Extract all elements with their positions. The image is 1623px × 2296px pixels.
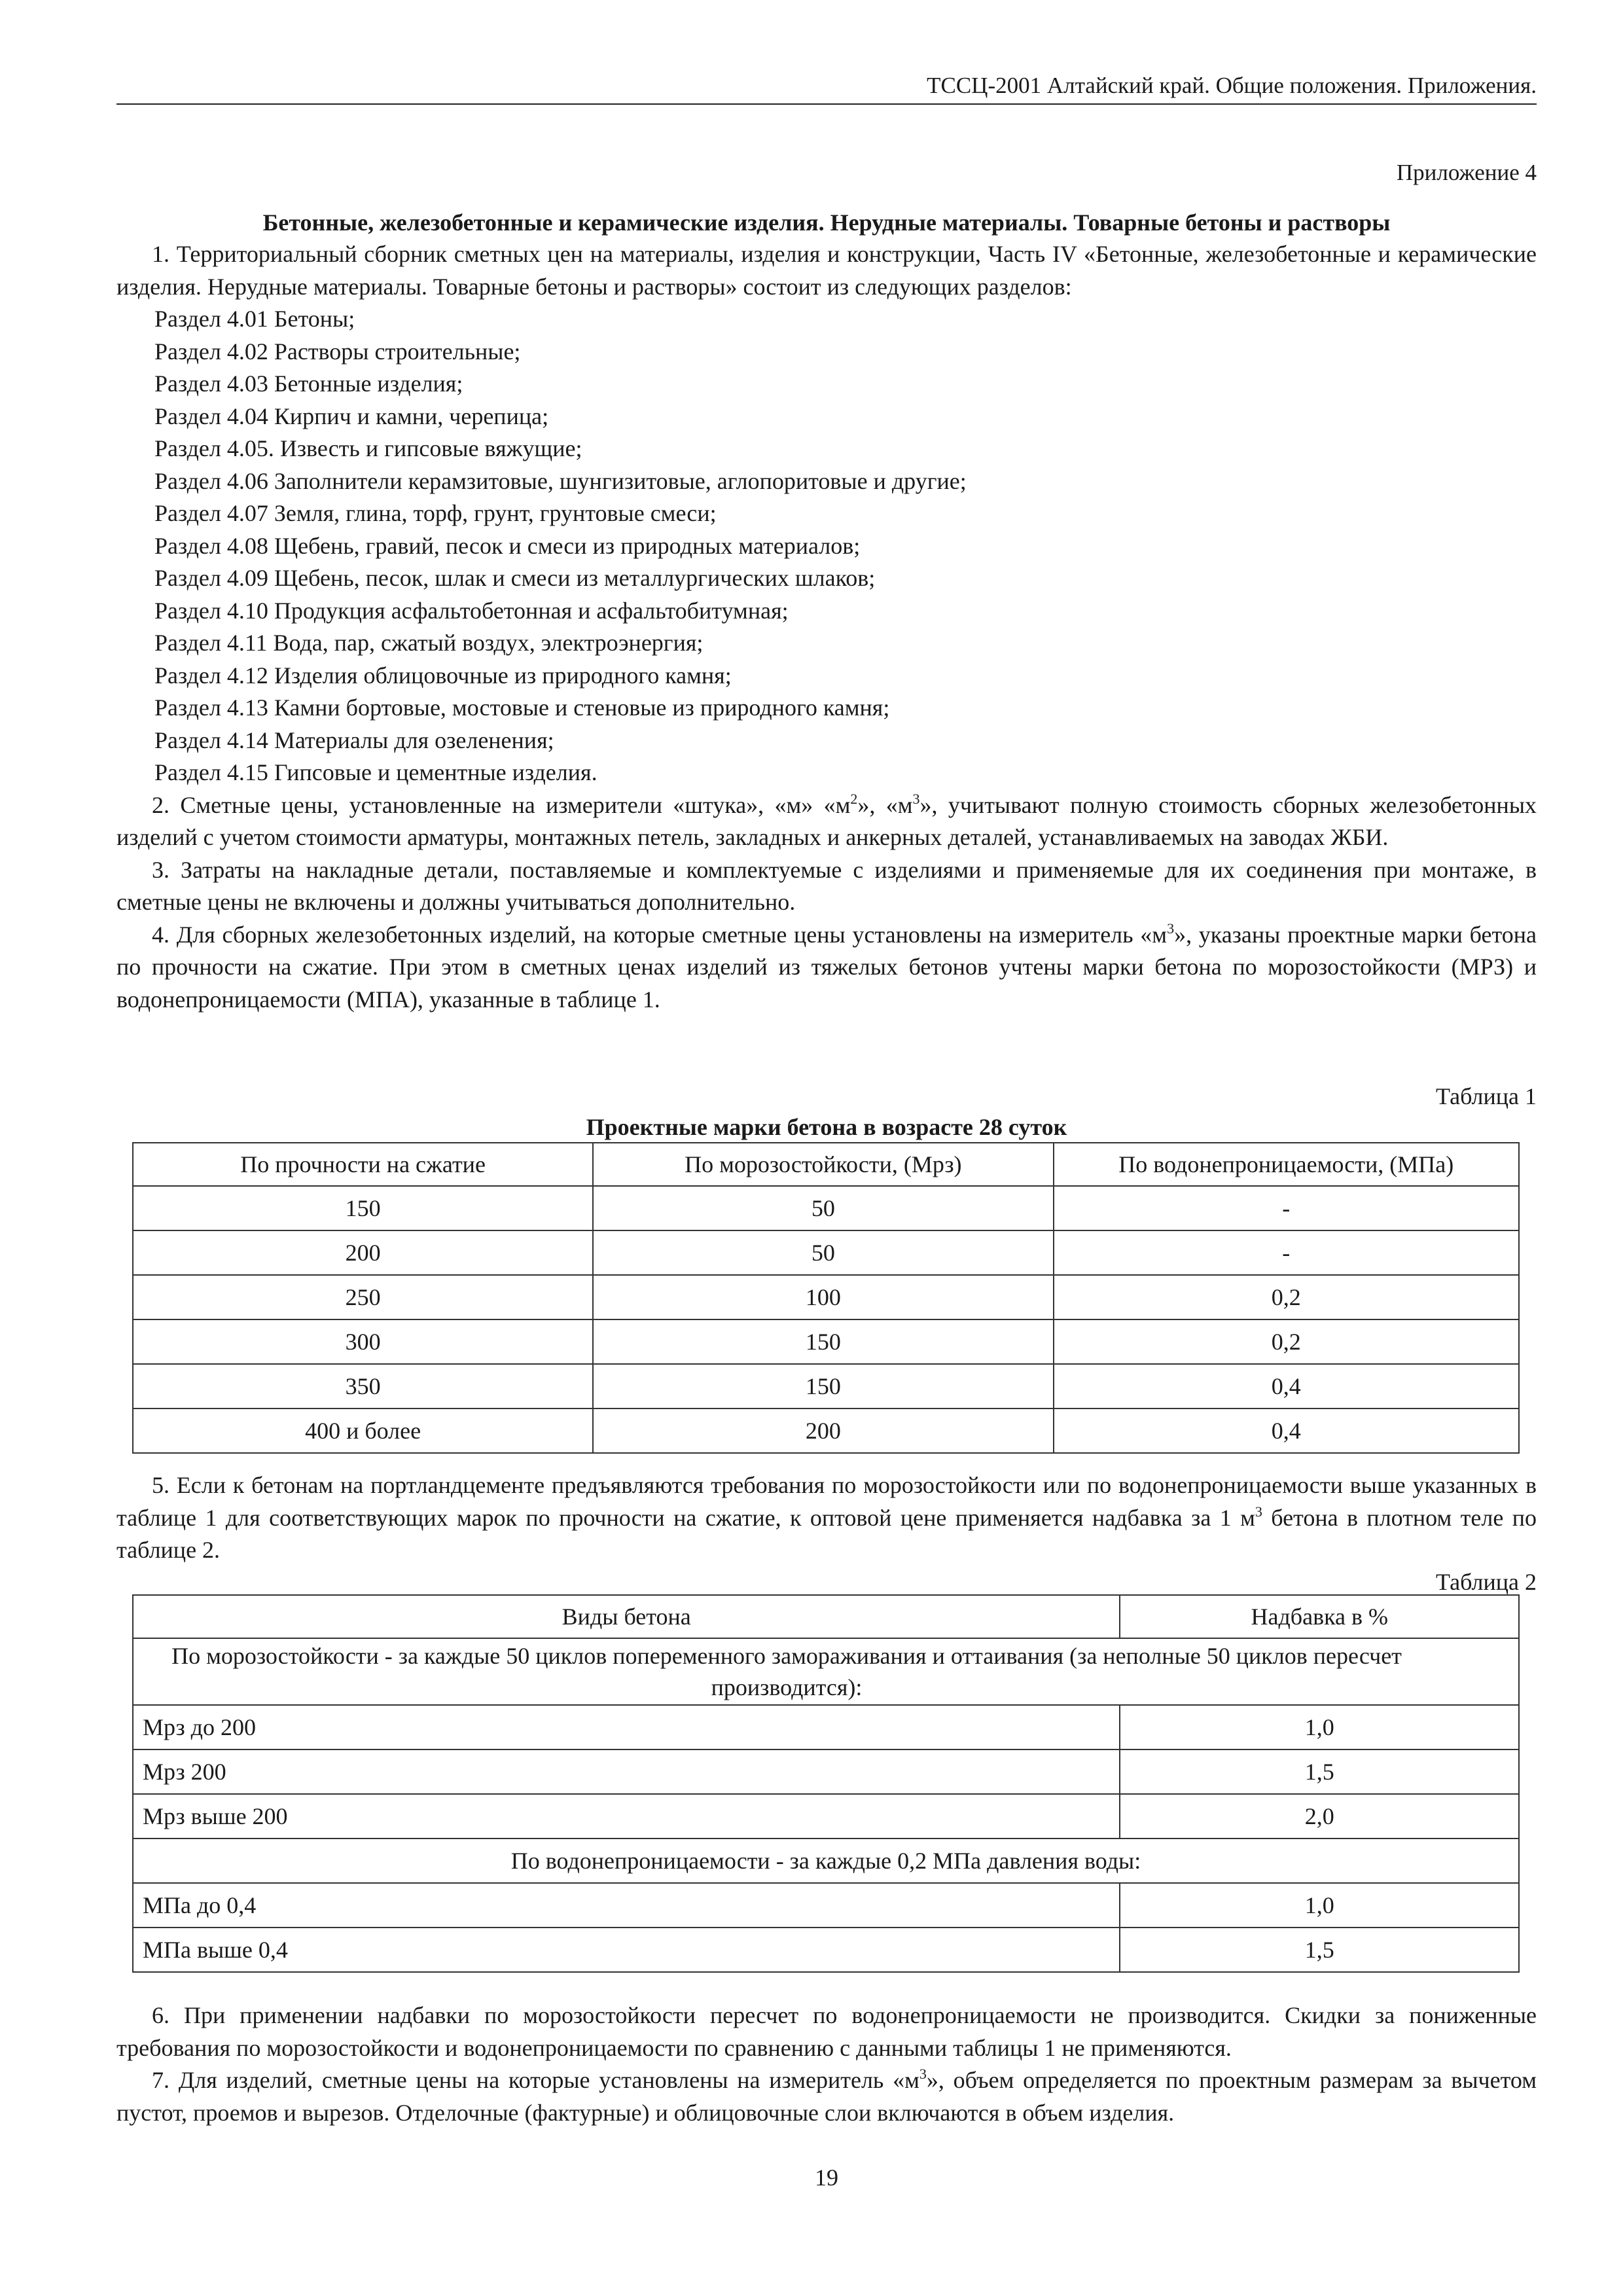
table-cell: Мрз выше 200 (133, 1794, 1120, 1839)
table-cell: 400 и более (133, 1408, 593, 1453)
section-item: Раздел 4.03 Бетонные изделия; (154, 370, 463, 397)
table-cell: 50 (593, 1186, 1053, 1230)
table-row (133, 1230, 1519, 1275)
table-cell: МПа до 0,4 (133, 1883, 1120, 1928)
table-header-row (133, 1143, 1519, 1186)
table-cell: 200 (593, 1408, 1053, 1453)
table-2-caption: Таблица 2 (1436, 1569, 1537, 1595)
table-row (133, 1928, 1519, 1972)
table-cell: - (1054, 1230, 1519, 1275)
column-header: По морозостойкости, (Мрз) (593, 1143, 1053, 1186)
table-cell: 1,5 (1120, 1928, 1519, 1972)
section-item: Раздел 4.14 Материалы для озеленения; (154, 726, 554, 753)
table-row (133, 1883, 1519, 1928)
document-page (116, 0, 1537, 2296)
table-cell: 0,2 (1054, 1319, 1519, 1364)
table-group-row (133, 1638, 1519, 1705)
table-cell: 100 (593, 1275, 1053, 1319)
table-header-row (133, 1595, 1519, 1638)
paragraph-6: 6. При применении надбавки по морозостойкости пересчет по водонепроницаемости не производится. Скидки за пониженные требования по морозостойкости и водонепроницаемости по сравнению с данными таблицы 1 не применяются. (116, 2002, 1537, 2061)
table-cell: 1,5 (1120, 1749, 1519, 1794)
header-rule (116, 103, 1537, 105)
column-header: По водонепроницаемости, (МПа) (1054, 1143, 1519, 1186)
column-header: Надбавка в % (1120, 1595, 1519, 1638)
table-cell: 0,2 (1054, 1275, 1519, 1319)
section-item: Раздел 4.07 Земля, глина, торф, грунт, грунтовые смеси; (154, 500, 717, 526)
section-item: Раздел 4.01 Бетоны; (154, 306, 355, 332)
column-header: По прочности на сжатие (133, 1143, 593, 1186)
table-row (133, 1705, 1519, 1749)
section-list (116, 303, 1537, 789)
table-cell: 1,0 (1120, 1705, 1519, 1749)
table-cell: 0,4 (1054, 1408, 1519, 1453)
table-row (133, 1364, 1519, 1408)
table-cell: МПа выше 0,4 (133, 1928, 1120, 1972)
table-group-row (133, 1839, 1519, 1883)
section-item: Раздел 4.15 Гипсовые и цементные изделия. (154, 759, 597, 785)
table-cell: Мрз до 200 (133, 1705, 1120, 1749)
section-item: Раздел 4.13 Камни бортовые, мостовые и стеновые из природного камня; (154, 694, 890, 721)
running-header: ТССЦ-2001 Алтайский край. Общие положения. Приложения. (927, 73, 1537, 98)
table-cell: 150 (593, 1364, 1053, 1408)
paragraph-2: 2. Сметные цены, установленные на измерители «штука», «м» «$м^2$», «$м^3$», учитывают полную стоимость сборных железобетонных изделий с учетом стоимости арматуры, монтажных петель, закладных и анкерных деталей, устанавливаемых на заводах ЖБИ. (116, 790, 1537, 850)
page-number: 19 (815, 2164, 838, 2191)
section-item: Раздел 4.11 Вода, пар, сжатый воздух, электроэнергия; (154, 630, 704, 656)
table-row (133, 1319, 1519, 1364)
table-cell: 150 (133, 1186, 593, 1230)
table-group-cell: По морозостойкости - за каждые 50 циклов попеременного замораживания и оттаивания (за неполные 50 циклов пересчет производится): (133, 1638, 1519, 1705)
section-item: Раздел 4.08 Щебень, гравий, песок и смеси из природных материалов; (154, 532, 861, 559)
table-row (133, 1275, 1519, 1319)
section-item: Раздел 4.05. Известь и гипсовые вяжущие; (154, 435, 582, 461)
section-item: Раздел 4.06 Заполнители керамзитовые, шунгизитовые, аглопоритовые и другие; (154, 467, 967, 494)
section-item: Раздел 4.04 Кирпич и камни, черепица; (154, 403, 549, 429)
document-title: Бетонные, железобетонные и керамические изделия. Нерудные материалы. Товарные бетоны и растворы (262, 209, 1391, 236)
column-header: Виды бетона (133, 1595, 1120, 1638)
section-item: Раздел 4.10 Продукция асфальтобетонная и асфальтобитумная; (154, 597, 789, 624)
table-1-caption: Таблица 1 (1436, 1083, 1537, 1109)
table-1-title: Проектные марки бетона в возрасте 28 суток (586, 1114, 1067, 1140)
table-cell: 150 (593, 1319, 1053, 1364)
table-cell: 50 (593, 1230, 1053, 1275)
paragraph-5-block (116, 1469, 1537, 1567)
table-1 (132, 1142, 1520, 1454)
table-cell: 2,0 (1120, 1794, 1519, 1839)
table-row (133, 1749, 1519, 1794)
paragraph-5: 5. Если к бетонам на портландцементе предъявляются требования по морозостойкости или по водонепроницаемости выше указанных в таблице 1 для соответствующих марок по прочности на сжатие, к оптовой цене применяется надбавка за 1 $м^3$ бетона в плотном теле по таблице 2. (116, 1472, 1537, 1563)
table-cell: 200 (133, 1230, 593, 1275)
table-cell: 0,4 (1054, 1364, 1519, 1408)
table-group-cell: По водонепроницаемости - за каждые 0,2 МПа давления воды: (133, 1839, 1519, 1883)
section-item: Раздел 4.12 Изделия облицовочные из природного камня; (154, 662, 732, 689)
intro-block (116, 238, 1537, 1016)
paragraph-3: 3. Затраты на накладные детали, поставляемые и комплектуемые с изделиями и применяемые для их соединения при монтаже, в сметные цены не включены и должны учитываться дополнительно. (116, 856, 1537, 915)
paragraph-7: 7. Для изделий, сметные цены на которые установлены на измеритель «$м^3$», объем определяется по проектным размерам за вычетом пустот, проемов и вырезов. Отделочные (фактурные) и облицовочные слои включаются в объем изделия. (116, 2066, 1537, 2126)
table-row (133, 1408, 1519, 1453)
appendix-label: Приложение 4 (1396, 160, 1537, 185)
table-cell: 1,0 (1120, 1883, 1519, 1928)
table-row (133, 1794, 1519, 1839)
table-row (133, 1186, 1519, 1230)
table-cell: 350 (133, 1364, 593, 1408)
table-cell: 250 (133, 1275, 593, 1319)
closing-block (116, 2000, 1537, 2129)
paragraph-1: 1. Территориальный сборник сметных цен на материалы, изделия и конструкции, Часть IV «Бетонные, железобетонные и керамические изделия. Нерудные материалы. Товарные бетоны и растворы» состоит из следующих разделов: (116, 241, 1537, 300)
table-cell: 300 (133, 1319, 593, 1364)
paragraph-4: 4. Для сборных железобетонных изделий, на которые сметные цены установлены на измеритель «$м^3$», указаны проектные марки бетона по прочности на сжатие. При этом в сметных ценах изделий из тяжелых бетонов учтены марки бетона по морозостойкости (МРЗ) и водонепроницаемости (МПА), указанные в таблице 1. (116, 920, 1537, 1013)
section-item: Раздел 4.09 Щебень, песок, шлак и смеси из металлургических шлаков; (154, 565, 876, 591)
section-item: Раздел 4.02 Растворы строительные; (154, 338, 521, 365)
table-cell: Мрз 200 (133, 1749, 1120, 1794)
table-2 (132, 1594, 1520, 1973)
table-cell: - (1054, 1186, 1519, 1230)
